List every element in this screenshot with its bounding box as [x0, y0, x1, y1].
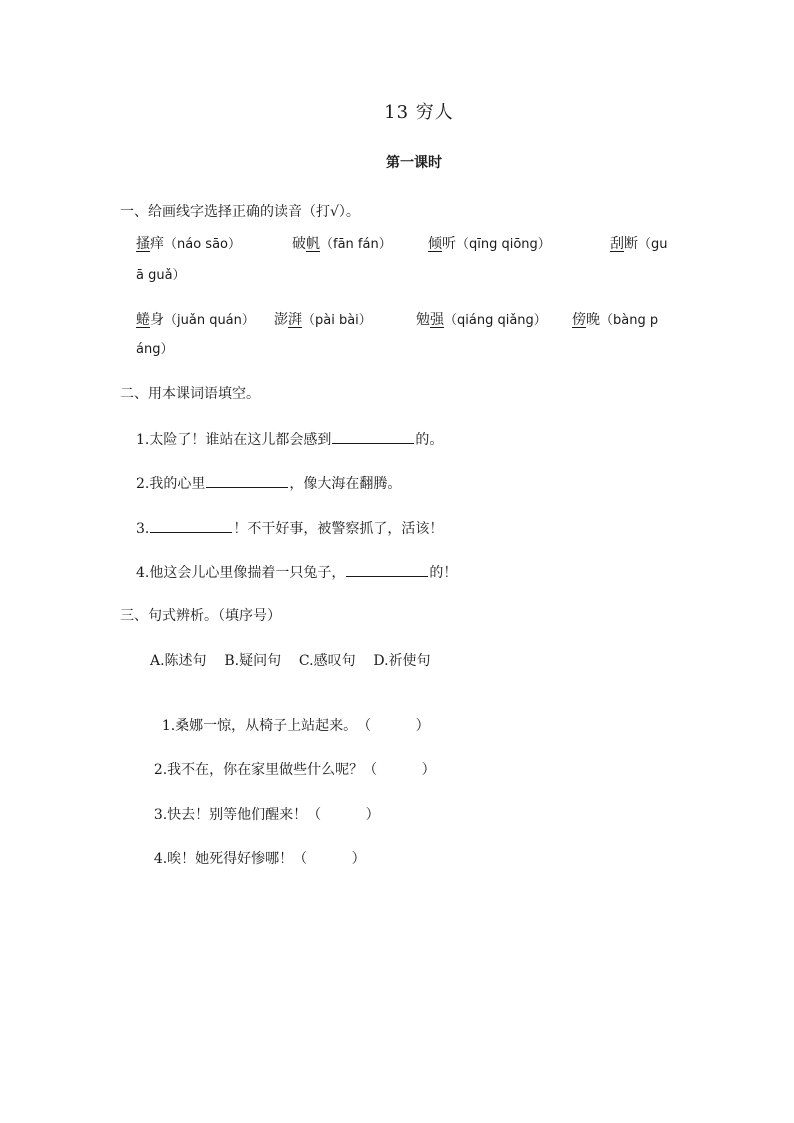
section1-row2-item4	[572, 310, 658, 331]
item-text-after: ，像大海在翻腾。	[289, 476, 402, 492]
pinyin-options: （gu	[638, 237, 668, 252]
item-text-after: 的！	[429, 565, 458, 581]
pinyin-options: （pài bài）	[302, 313, 372, 328]
underlined-char: 帆	[306, 236, 320, 252]
underlined-char: 湃	[288, 312, 302, 328]
word-rest: 断	[624, 236, 638, 252]
word-rest: 晚	[586, 312, 600, 328]
answer-paren[interactable]: （ ）	[307, 807, 380, 823]
pinyin-options: （juǎn quán）	[164, 313, 255, 328]
fill-blank-item-2	[136, 473, 401, 494]
section1-row2-item1	[136, 310, 255, 331]
pinyin-options: （qīng qiōng）	[456, 237, 551, 252]
section1-row2-wrap: áng）	[136, 342, 174, 357]
fill-blank-item-1	[136, 429, 443, 450]
answer-blank[interactable]	[150, 518, 232, 533]
sentence-text: 4.唉！她死得好惨哪！	[153, 851, 294, 867]
answer-blank[interactable]	[206, 473, 288, 488]
sentence-text: 2.我不在，你在家里做些什么呢？	[153, 762, 364, 778]
sentence-text: 1.桑娜一惊，从椅子上站起来。	[161, 718, 358, 734]
underlined-char: 强	[430, 312, 444, 328]
item-text-before: 2.我的心里	[136, 476, 206, 492]
section2-heading: 二、用本课词语填空。	[120, 386, 260, 402]
answer-blank[interactable]	[346, 562, 428, 577]
sentence-item-4	[136, 829, 366, 889]
sentence-type-options: A.陈述句 B.疑问句 C.感叹句 D.祈使句	[150, 653, 431, 669]
fill-blank-item-4	[136, 562, 457, 583]
answer-paren[interactable]: （ ）	[357, 718, 430, 734]
item-text-before: 1.太险了！谁站在这儿都会感到	[136, 432, 332, 448]
section1-row1-item4	[610, 234, 668, 255]
section1-heading: 一、给画线字选择正确的读音（打√）。	[120, 204, 360, 220]
pinyin-options: （bàng p	[600, 313, 659, 328]
item-text-before: 3.	[136, 521, 150, 537]
underlined-char: 蜷	[136, 312, 150, 328]
word-pre: 破	[292, 236, 306, 252]
word-pre: 勉	[416, 312, 430, 328]
pinyin-options: （náo sāo）	[164, 237, 241, 252]
fill-blank-item-3	[136, 518, 443, 539]
answer-blank[interactable]	[332, 429, 414, 444]
pinyin-options: （qiáng qiǎng）	[444, 313, 547, 328]
section1-row1-item1	[136, 234, 241, 255]
section1-row2-item2	[274, 310, 372, 331]
underlined-char: 傍	[572, 312, 586, 328]
word-rest: 听	[442, 236, 456, 252]
section1-row2-item3	[416, 310, 547, 331]
pinyin-options: （fān fán）	[320, 237, 392, 252]
underlined-char: 刮	[610, 236, 624, 252]
underlined-char: 倾	[428, 236, 442, 252]
word-pre: 澎	[274, 312, 288, 328]
answer-paren[interactable]: （ ）	[363, 762, 436, 778]
item-text-after: ！不干好事，被警察抓了，活该！	[233, 521, 444, 537]
word-rest: 痒	[150, 236, 164, 252]
item-text-after: 的。	[415, 432, 444, 448]
page-title: 13 穷人	[384, 102, 454, 123]
underlined-char: 搔	[136, 236, 150, 252]
item-text-before: 4.他这会儿心里像揣着一只兔子，	[136, 565, 346, 581]
section3-heading: 三、句式辨析。（填序号）	[120, 608, 281, 624]
section1-row1-item2	[292, 234, 392, 255]
answer-paren[interactable]: （ ）	[293, 851, 366, 867]
section1-row1-wrap: ā guǎ）	[136, 268, 186, 283]
sentence-text: 3.快去！别等他们醒来！	[153, 807, 308, 823]
section1-row1-item3	[428, 234, 551, 255]
word-rest: 身	[150, 312, 164, 328]
lesson-subtitle: 第一课时	[386, 155, 442, 171]
